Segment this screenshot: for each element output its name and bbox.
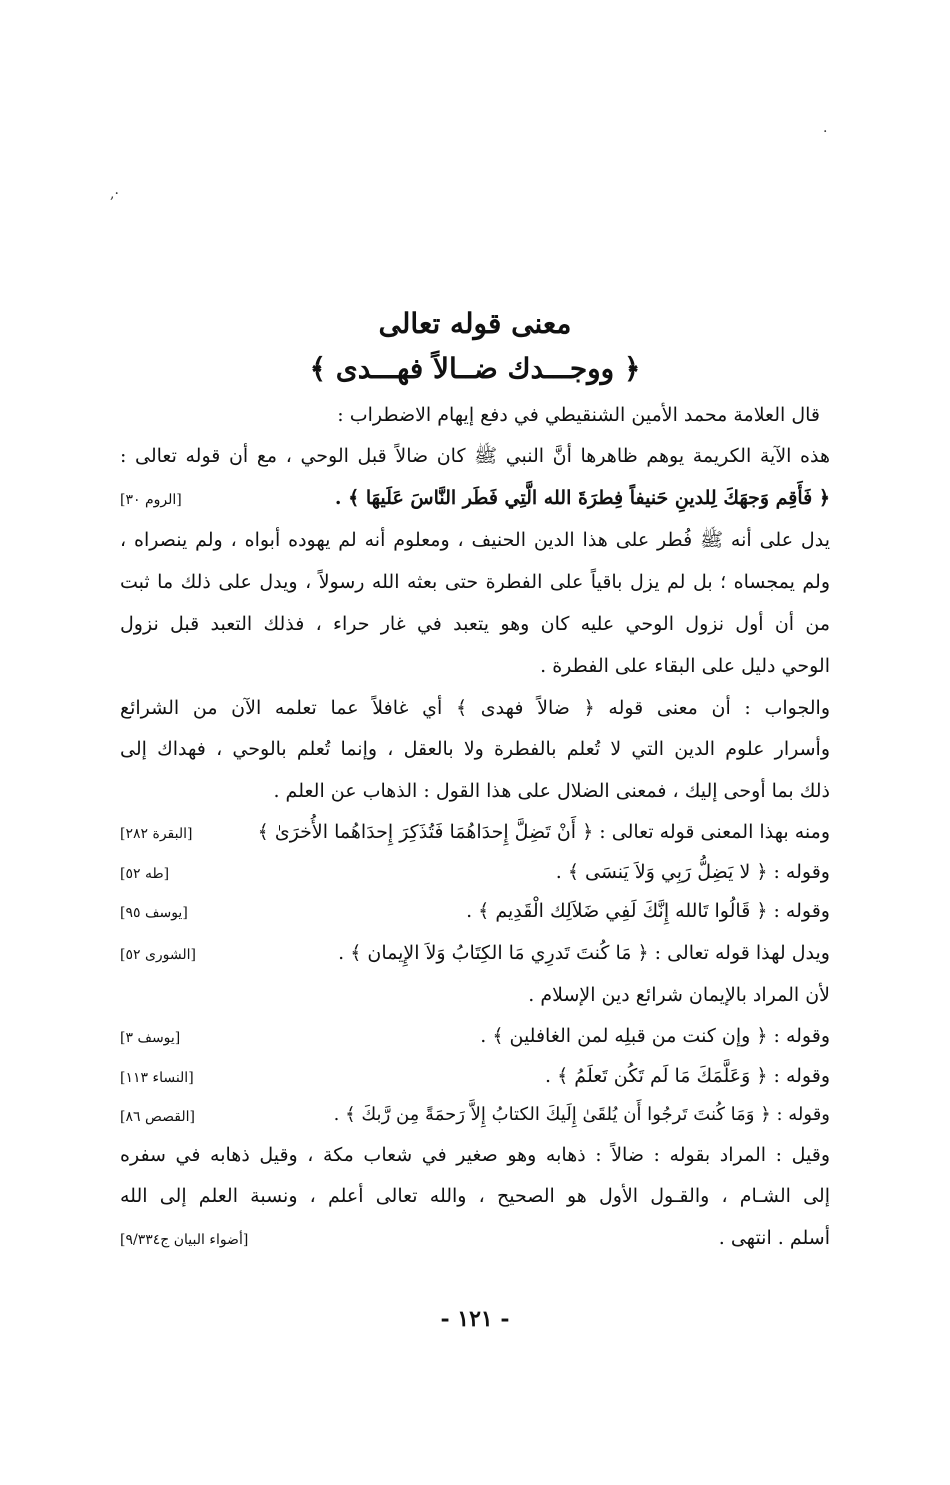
line-text: من أن أول نزول الوحي عليه كان وهو يتعبد في غار حراء ، فذلك التعبد قبل نزول (120, 613, 830, 635)
text-line (120, 1220, 830, 1256)
text-line (120, 606, 830, 642)
line-text: ولم يمجساه ؛ بل لم يزل باقياً على الفطرة حتى بعثه الله رسولاً ، ويدل على ذلك ما ثبت (120, 571, 830, 593)
text-line (110, 397, 820, 433)
line-text: ومنه بهذا المعنى قوله تعالى : ﴿ أَنْ تَضِلَّ إِحدَاهُمَا فَتُذَكِرَ إِحدَاهُما الأُخرَىٰ ﴾ (257, 821, 830, 843)
line-text: وقيل : المراد بقوله : ضالاً : ذهابه وهو صغير في شعاب مكة ، وقيل ذهابه في سفره (120, 1144, 830, 1166)
line-text: وقوله : ﴿ وإن كنت من قبلِه لمن الغافلين ﴾ . (480, 1025, 830, 1047)
line-text: قال العلامة محمد الأمين الشنقيطي في دفع إيهام الاضطراب : (337, 404, 820, 426)
page-number: - ١٢١ - (440, 1306, 510, 1332)
line-text: ويدل لهذا قوله تعالى : ﴿ مَا كُنتَ تَدرِي مَا الكِتَابُ وَلاَ الإِيمان ﴾ . (338, 942, 830, 964)
verse-reference: [يوسف ٣] (120, 1030, 181, 1046)
text-line (120, 438, 830, 474)
verse-reference: [القصص ٨٦] (120, 1109, 195, 1125)
text-line (120, 1018, 830, 1054)
scan-speck: ·, (110, 186, 119, 202)
line-text: هذه الآية الكريمة يوهم ظاهرها أنَّ النبي ﷺ كان ضالاً قبل الوحي ، مع أن قوله تعالى : (120, 445, 830, 467)
text-line (120, 814, 830, 850)
page-title: معنى قوله تعالى (378, 307, 572, 340)
line-text: ذلك بما أوحى إليك ، فمعنى الضلال على هذا القول : الذهاب عن العلم . (273, 780, 830, 802)
line-text: يدل على أنه ﷺ فُطر على هذا الدين الحنيف ، ومعلوم أنه لم يهوده أبواه ، ولم ينصراه ، (120, 529, 830, 551)
text-line (120, 773, 830, 809)
line-text: وقوله : ﴿ وَعَلَّمَكَ مَا لَم تَكُن تَعلَمُ ﴾ . (545, 1065, 830, 1087)
text-line (120, 893, 830, 929)
verse-reference: [الشورى ٥٢] (120, 947, 197, 963)
text-line (120, 1178, 830, 1214)
verse-reference: [طه ٥٢] (120, 866, 170, 882)
verse-reference: [يوسف ٩٥] (120, 905, 188, 921)
line-text: إلى الشـام ، والقـول الأول هو الصحيح ، والله تعالى أعلم ، ونسبة العلم إلى الله (120, 1185, 830, 1207)
verse-reference: [البقرة ٢٨٢] (120, 826, 193, 842)
line-text: وأسرار علوم الدين التي لا تُعلم بالفطرة ولا بالعقل ، وإنما تُعلم بالوحي ، فهداك إلى (120, 738, 830, 760)
scan-speck: · (823, 124, 828, 140)
line-text: الوحي دليل على البقاء على الفطرة . (540, 655, 830, 677)
text-line (120, 977, 830, 1013)
text-line (120, 854, 830, 890)
text-line (120, 690, 830, 726)
text-line (120, 731, 830, 767)
verse-reference: [النساء ١١٣] (120, 1070, 194, 1086)
line-text: وقوله : ﴿ وَمَا كُنتَ تَرجُوا أَن يُلقَىٰ إِلَيكَ الكتابُ إِلاَّ رَحمَةً مِن رَّبكَ ﴾ . (333, 1104, 830, 1125)
text-line (120, 648, 830, 684)
line-text: والجواب : أن معنى قوله ﴿ ضالاً فهدى ﴾ أي غافلاً عما تعلمه الآن من الشرائع (120, 697, 830, 719)
source-reference: [أضواء البيان ج٩/٣٣٤] (120, 1232, 249, 1248)
line-text: لأن المراد بالإيمان شرائع دين الإسلام . (528, 984, 830, 1006)
text-line (120, 564, 830, 600)
verse-reference: [الروم ٣٠] (120, 492, 182, 508)
line-text: وقوله : ﴿ قَالُوا تَالله إِنَّكَ لَفِي ضَلاَلِك الْقَدِيم ﴾ . (466, 900, 830, 922)
text-line (120, 935, 830, 971)
page-subtitle-verse: ﴿ ووجـــدك ضــالاً فهـــدى ﴾ (309, 352, 641, 385)
text-line (120, 1137, 830, 1173)
line-text: أسلم . انتهى . (718, 1227, 830, 1249)
text-line (120, 1058, 830, 1094)
line-text: وقوله : ﴿ لا يَضِلُّ رَبِي وَلاَ يَنسَى ﴾ . (555, 861, 830, 883)
text-line (120, 522, 830, 558)
text-line (120, 1097, 830, 1133)
quran-verse: ﴿ فَأَقِم وَجهَكَ لِلدينِ حَنيفاً فِطرَةَ الله الَّتِي فَطَر النَّاسَ عَلَيهَا ﴾ . (334, 487, 830, 509)
text-line (120, 480, 830, 516)
